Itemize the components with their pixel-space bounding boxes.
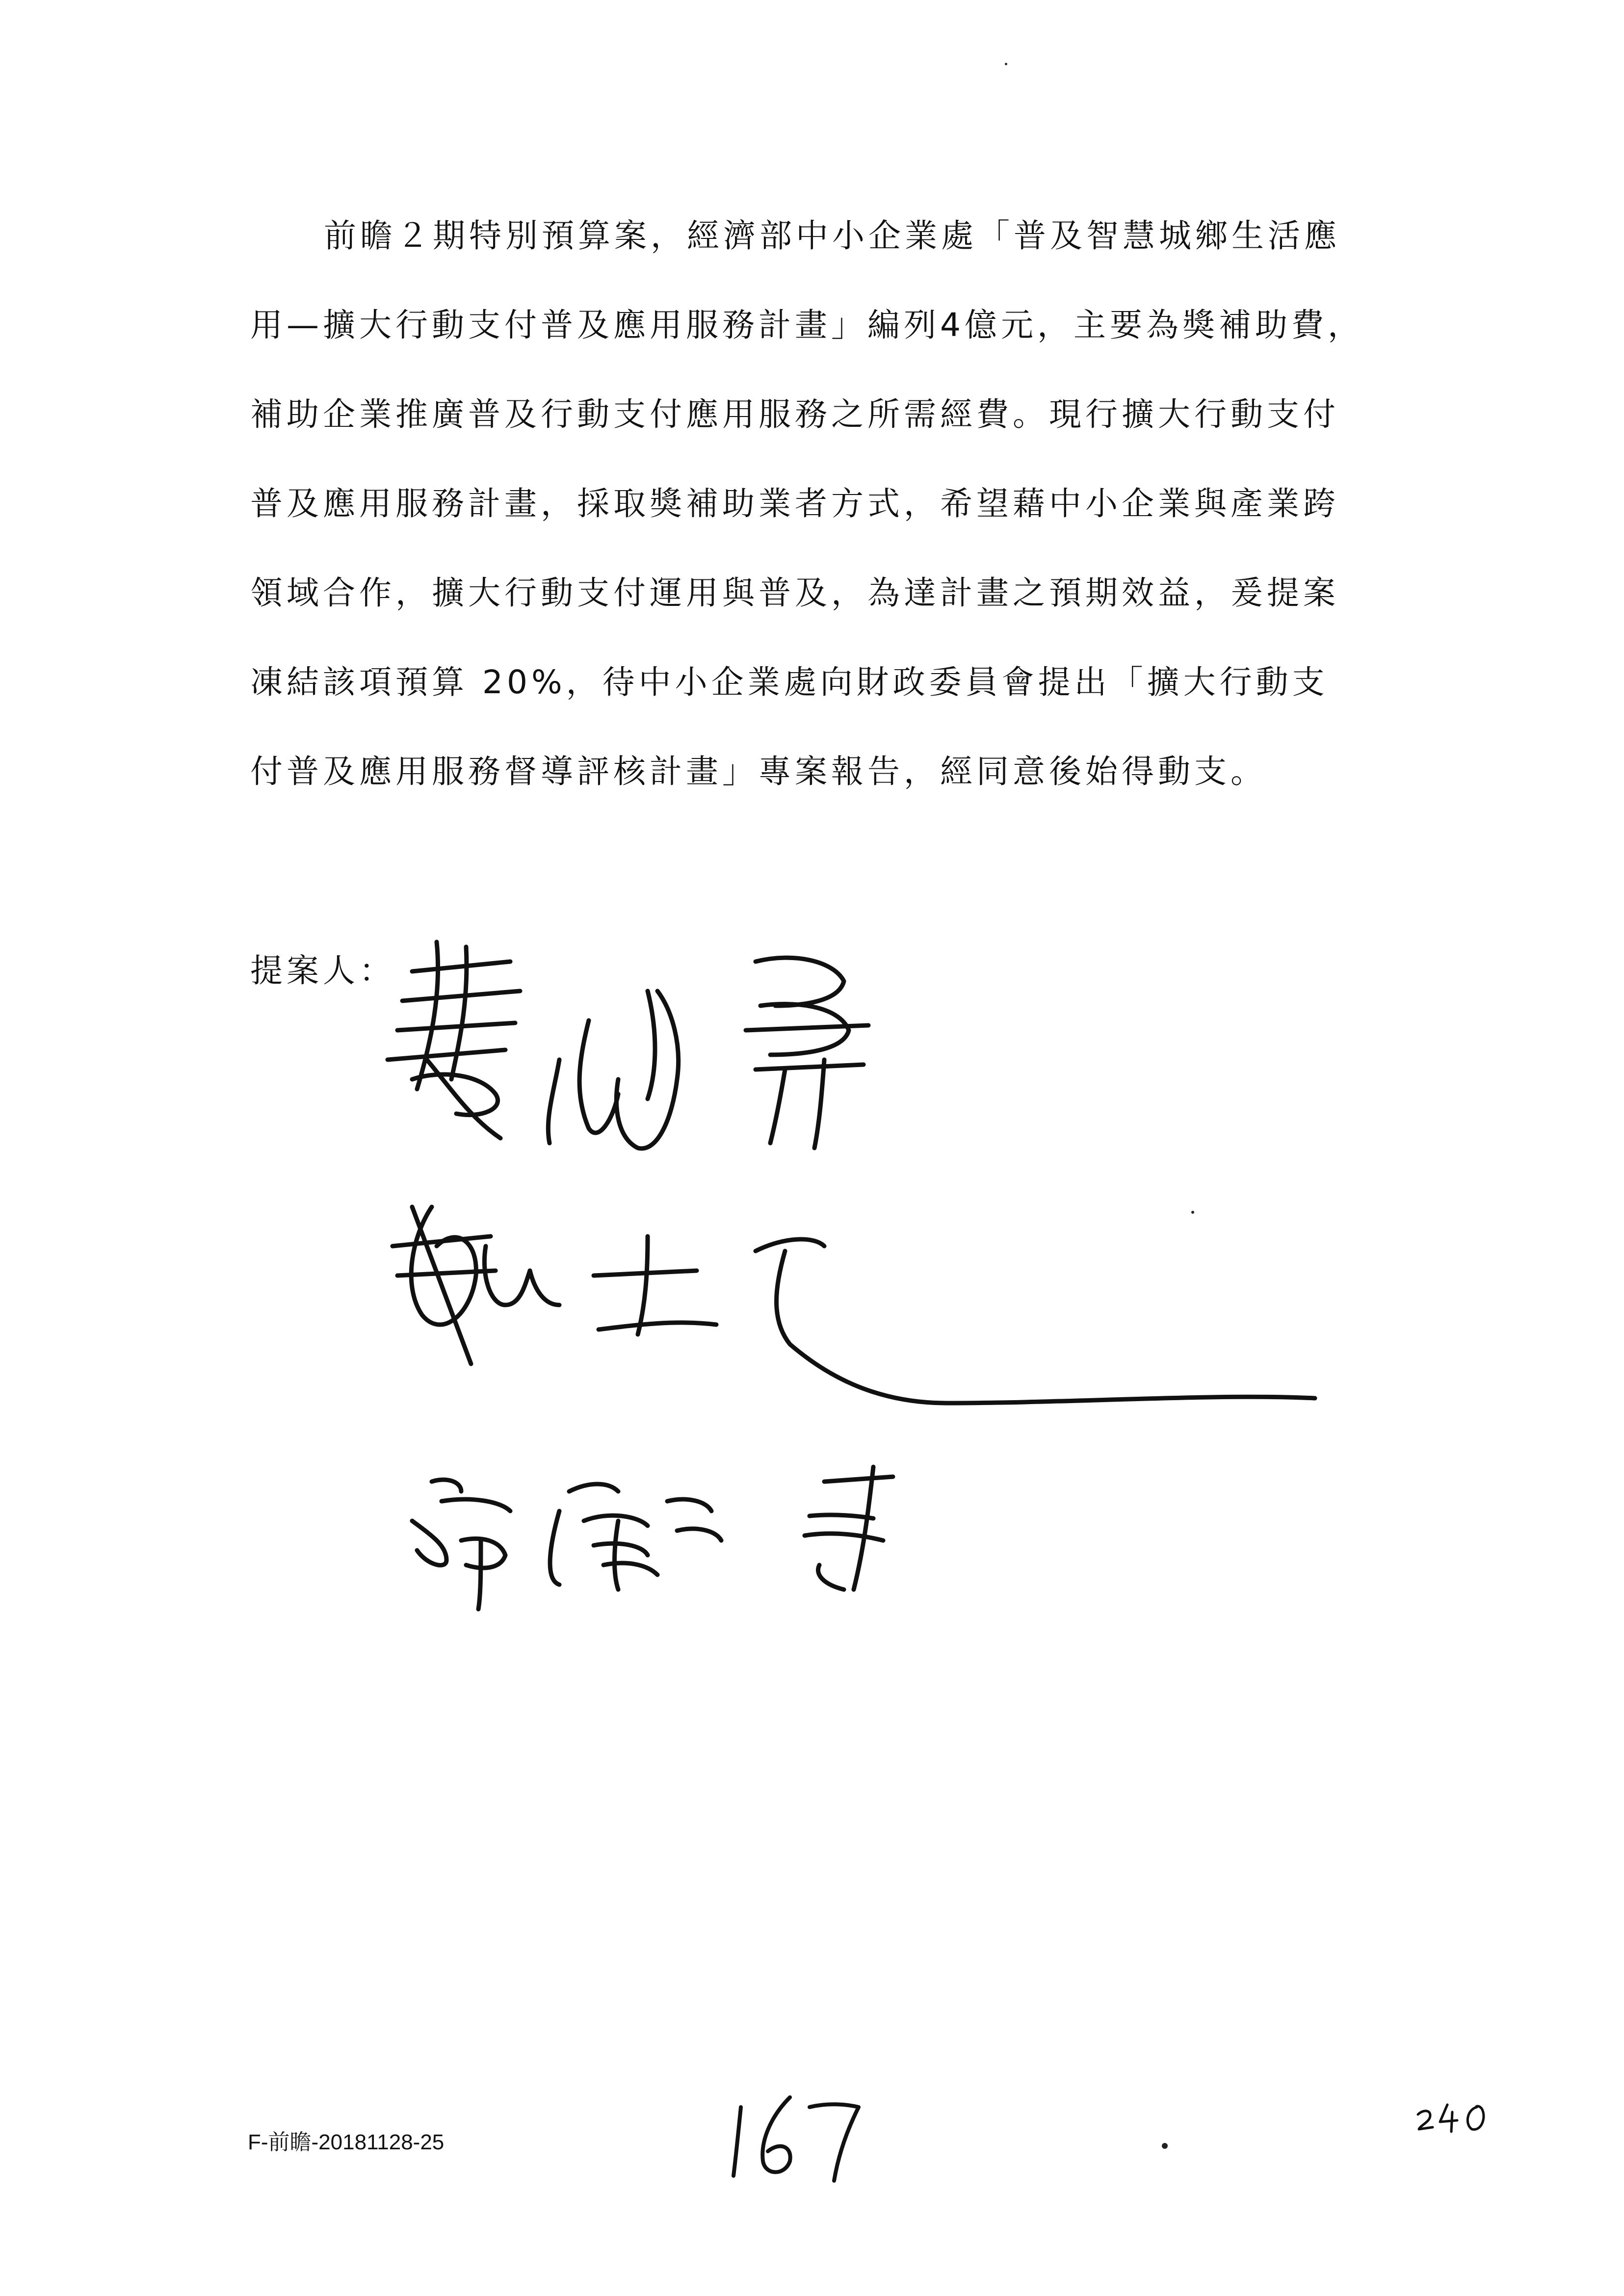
signature-1 xyxy=(388,942,868,1148)
signature-2 xyxy=(393,1207,1315,1403)
handwritten-page-number xyxy=(726,2087,873,2186)
handwritten-signatures xyxy=(383,932,1364,1668)
paragraph-line: 前瞻２期特別預算案，經濟部中小企業處「普及智慧城鄉生活應 xyxy=(324,217,1340,255)
scan-speck xyxy=(1005,63,1007,65)
paragraph-line: 補助企業推廣普及行動支付應用服務之所需經費。現行擴大行動支付 xyxy=(250,395,1339,433)
paragraph-line: 用—擴大行動支付普及應用服務計畫」編列4億元，主要為獎補助費， xyxy=(250,306,1364,344)
proposer-label: 提案人： xyxy=(250,952,395,990)
paragraph-line: 領域合作，擴大行動支付運用與普及，為達計畫之預期效益，爰提案 xyxy=(250,574,1339,612)
scan-speck xyxy=(1162,2143,1168,2149)
paragraph-line: 凍結該項預算 20%，待中小企業處向財政委員會提出「擴大行動支 xyxy=(250,663,1329,701)
paragraph-line: 付普及應用服務督導評核計畫」專案報告，經同意後始得動支。 xyxy=(250,753,1267,790)
scan-speck xyxy=(1191,1211,1194,1214)
handwritten-corner-mark xyxy=(1413,2095,1501,2139)
document-code: F-前瞻-20181128-25 xyxy=(248,2130,445,2154)
paragraph-line: 普及應用服務計畫，採取獎補助業者方式，希望藉中小企業與產業跨 xyxy=(250,485,1339,522)
proposal-paragraph xyxy=(250,191,1393,816)
signature-3 xyxy=(412,1467,893,1609)
